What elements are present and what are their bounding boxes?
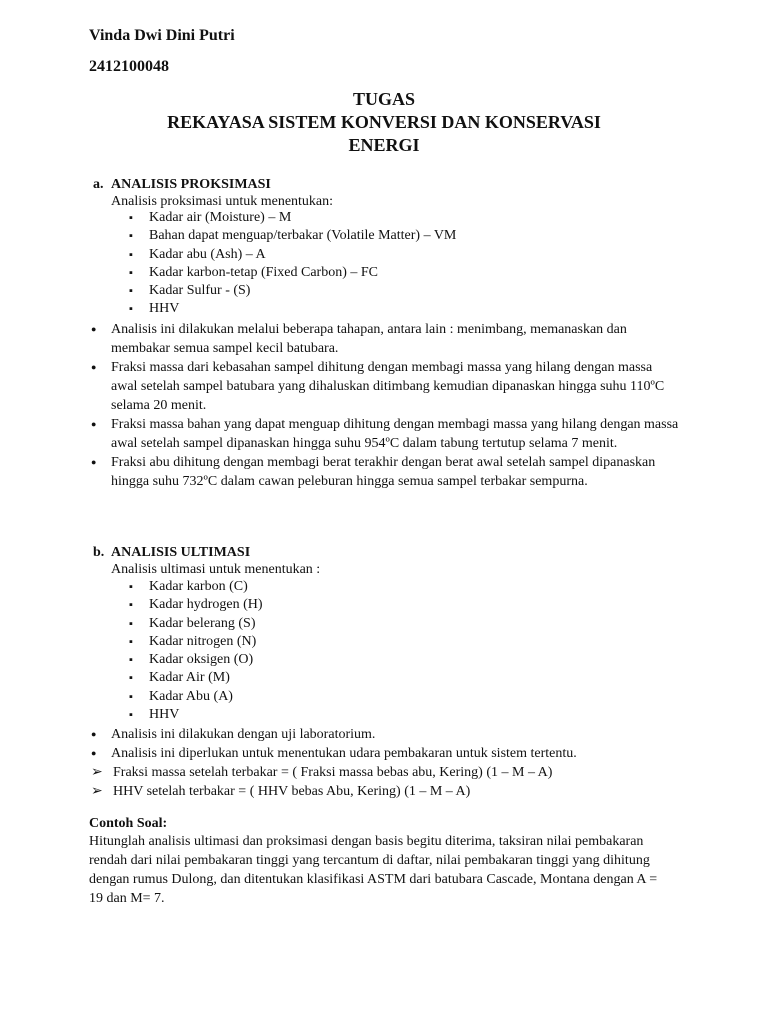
author-name: Vinda Dwi Dini Putri xyxy=(89,27,235,44)
section-b-heading: ANALISIS ULTIMASI xyxy=(111,545,251,560)
list-item: ▪ Kadar Abu (A) xyxy=(129,688,263,706)
section-a-list xyxy=(129,209,456,319)
list-item: ▪ Kadar belerang (S) xyxy=(129,615,263,633)
list-item: ▪ Bahan dapat menguap/terbakar (Volatile Matter) – VM xyxy=(129,227,456,245)
list-item: ▪ Kadar air (Moisture) – M xyxy=(129,209,456,227)
list-item: ▪ Kadar karbon (C) xyxy=(129,578,263,596)
list-item: ▪ Kadar Sulfur - (S) xyxy=(129,282,456,300)
section-a-intro: Analisis proksimasi untuk menentukan: xyxy=(111,194,334,209)
bullet-item: ● Fraksi massa bahan yang dapat menguap dihitung dengan membagi massa yang hilang dengan massa awal setelah sampel dipanaskan hingga suhu 954ºC dalam tabung tertutup selama 7 menit. xyxy=(89,415,679,453)
list-item: ▪ Kadar abu (Ash) – A xyxy=(129,246,456,264)
section-b-formulas xyxy=(91,763,691,801)
list-item: ▪ Kadar nitrogen (N) xyxy=(129,633,263,651)
bullet-item: ● Analisis ini dilakukan melalui beberapa tahapan, antara lain : menimbang, memanaskan dan membakar semua sampel kecil batubara. xyxy=(89,320,679,358)
list-item: ▪ Kadar Air (M) xyxy=(129,669,263,687)
section-b-intro: Analisis ultimasi untuk menentukan : xyxy=(111,562,321,577)
list-item: ▪ Kadar karbon-tetap (Fixed Carbon) – FC xyxy=(129,264,456,282)
title-line-1: TUGAS xyxy=(352,89,415,109)
section-a-marker: a. xyxy=(93,177,104,192)
contoh-heading: Contoh Soal: xyxy=(89,816,168,831)
title-line-2: REKAYASA SISTEM KONVERSI DAN KONSERVASI xyxy=(167,112,601,132)
formula-item: ➢ Fraksi massa setelah terbakar = ( Fraksi massa bebas abu, Kering) (1 – M – A) xyxy=(91,763,691,782)
contoh-body: Hitunglah analisis ultimasi dan proksimasi dengan basis begitu diterima, taksiran nilai pembakaran rendah dari nilai pembakaran tinggi yang tercantum di daftar, nilai pembakaran tinggi yang dihitung dengan rumus Dulong, dan ditentukan klasifikasi ASTM dari batubara Cascade, Montana dengan A = 19 dan M= 7. xyxy=(89,834,658,906)
list-item: ▪ Kadar oksigen (O) xyxy=(129,651,263,669)
bullet-item: ● Fraksi massa dari kebasahan sampel dihitung dengan membagi massa yang hilang dengan massa awal setelah sampel batubara yang dihaluskan ditimbang kemudian dipanaskan hingga suhu 110ºC selama 20 menit. xyxy=(89,358,679,415)
bullet-item: ● Analisis ini dilakukan dengan uji laboratorium. xyxy=(89,725,689,744)
section-b-bullets xyxy=(89,725,689,763)
list-item: ▪ HHV xyxy=(129,300,456,318)
list-item: ▪ Kadar hydrogen (H) xyxy=(129,596,263,614)
section-a-heading: ANALISIS PROKSIMASI xyxy=(111,177,271,192)
formula-item: ➢ HHV setelah terbakar = ( HHV bebas Abu, Kering) (1 – M – A) xyxy=(91,782,691,801)
bullet-item: ● Analisis ini diperlukan untuk menentukan udara pembakaran untuk sistem tertentu. xyxy=(89,744,689,763)
bullet-item: ● Fraksi abu dihitung dengan membagi berat terakhir dengan berat awal setelah sampel dipanaskan hingga suhu 732ºC dalam cawan peleburan hingga semua sampel terbakar sempurna. xyxy=(89,453,679,491)
section-b-marker: b. xyxy=(93,545,105,560)
title-line-3: ENERGI xyxy=(348,135,420,155)
section-b-list xyxy=(129,578,263,724)
section-a-bullets xyxy=(89,320,679,491)
list-item: ▪ HHV xyxy=(129,706,263,724)
author-id: 2412100048 xyxy=(89,58,169,75)
